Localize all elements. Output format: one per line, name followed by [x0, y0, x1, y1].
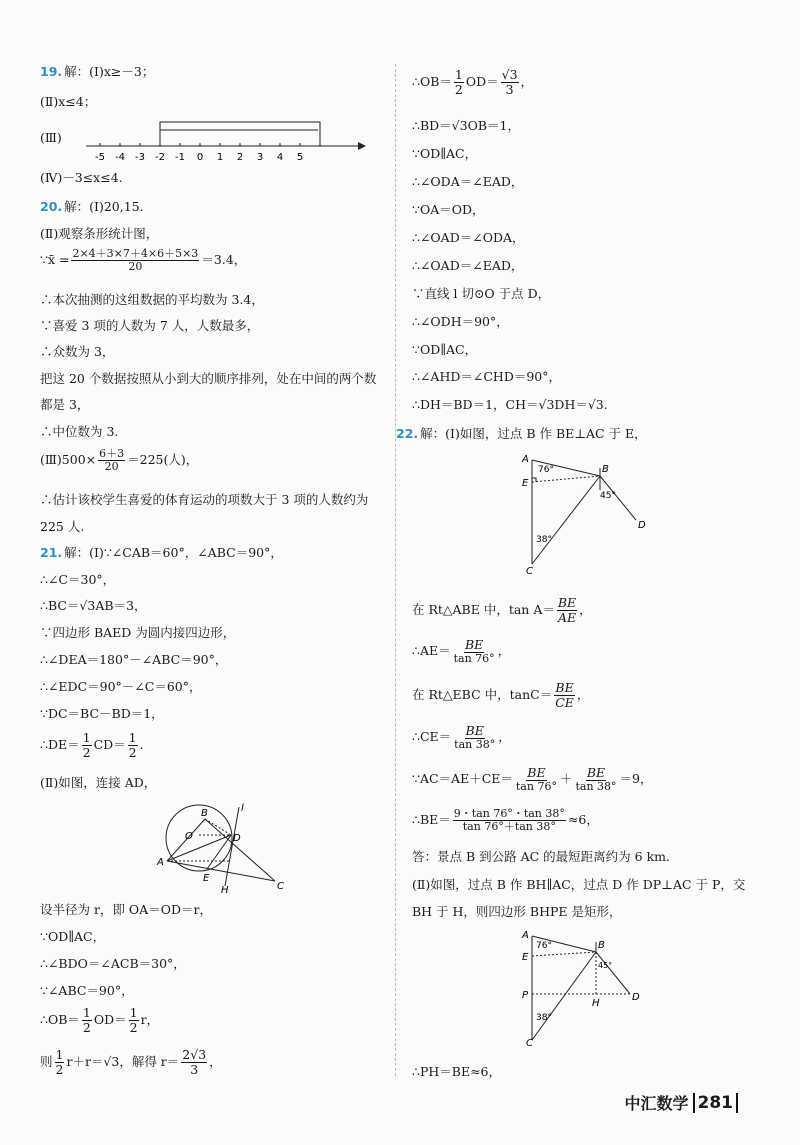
fraction-numerator: 1: [454, 67, 463, 82]
number-line-figure: [80, 116, 370, 164]
number-line-tick-label: -4: [115, 152, 125, 163]
label-E: E: [522, 952, 529, 963]
number-line-tick-label: 0: [196, 152, 204, 163]
fraction-numerator: BE: [586, 765, 606, 780]
label-P: P: [522, 990, 529, 1001]
label-C: C: [526, 566, 533, 575]
fraction-denominator: 3: [505, 81, 514, 97]
fraction-sqrt3-3: [501, 68, 519, 97]
brand-title: 中汇数学: [624, 1094, 689, 1113]
q21-line-6: ∴∠EDC＝90°－∠C＝60°，: [40, 679, 202, 694]
fraction: [515, 766, 558, 793]
q19-text-1: 解：(Ⅰ)x≥－3；: [64, 64, 155, 79]
text-prefix: ∴CE＝: [412, 728, 452, 744]
page-footer: [624, 1091, 738, 1114]
fraction-one-half: [55, 1048, 65, 1077]
label-B: B: [602, 464, 609, 475]
number-line-tick-label: -2: [155, 152, 165, 163]
text-prefix: ∴OB＝: [40, 1011, 80, 1027]
q21c-line-10: ∵OD∥AC，: [412, 342, 478, 357]
triangle-figure-1: [500, 450, 650, 575]
text-mid: r＋r＝√3，解得 r＝: [66, 1053, 180, 1069]
label-A: A: [157, 857, 164, 868]
q21-line-15: [40, 1048, 222, 1077]
q21-line-10: 设半径为 r，即 OA＝OD＝r，: [40, 902, 212, 917]
fraction: [98, 448, 125, 473]
q20-text-1: 解：(Ⅰ)20,15.: [64, 199, 144, 214]
q20-line-1: [40, 201, 144, 214]
label-H: H: [221, 885, 229, 896]
q22-line-9: (Ⅱ)如图，过点 B 作 BH∥AC，过点 D 作 DP⊥AC 于 P，交: [412, 877, 746, 892]
fraction-one-half: [128, 731, 138, 760]
label-D: D: [233, 833, 241, 844]
fraction-one-half: [454, 68, 464, 97]
fraction-denominator: tan 76°: [453, 651, 495, 665]
q22-line-8: 答：景点 B 到公路 AC 的最短距离约为 6 km.: [412, 849, 670, 864]
text-prefix: ∴AE＝: [412, 642, 451, 658]
q21c-line-3: ∵OD∥AC，: [412, 146, 478, 161]
mean-prefix: ∵x̄ =: [40, 252, 70, 268]
fraction-numerator: 9・tan 76°・tan 38°: [453, 807, 565, 820]
text-suffix: ≈6，: [567, 812, 599, 828]
text-suffix: ，: [498, 728, 511, 744]
q21c-line-5: ∵OA＝OD，: [412, 202, 485, 217]
fraction-numerator: BE: [465, 723, 484, 738]
q19-line-2: (Ⅱ)x≤4；: [40, 94, 97, 109]
text-prefix: ∴BE＝: [412, 812, 451, 828]
number-line-tick-label: -1: [175, 152, 185, 163]
mean-fraction: [71, 248, 199, 273]
fraction-denominator: 20: [128, 260, 143, 274]
label-B: B: [598, 940, 605, 951]
q20-line-7: 把这 20 个数据按照从小到大的顺序排列，处在中间的两个数: [40, 371, 377, 386]
label-l: l: [241, 803, 244, 814]
q22-line-2: [412, 596, 592, 625]
q20-line-4: ∴本次抽测的这组数据的平均数为 3.4，: [40, 292, 264, 307]
label-45deg: 45°: [600, 491, 616, 501]
fraction-numerator: 1: [82, 1005, 91, 1020]
q22-text-1: 解：(Ⅰ)如图，过点 B 作 BE⊥AC 于 E，: [420, 426, 647, 441]
number-line-tick-label: -3: [135, 152, 145, 163]
fraction: [574, 766, 617, 793]
q21c-line-2: ∴BD＝√3OB＝1，: [412, 118, 520, 133]
q19-line-1: [40, 66, 154, 79]
q21-line-7: ∵DC＝BC－BD＝1，: [40, 706, 164, 721]
fraction-numerator: BE: [555, 680, 574, 695]
fraction-denominator: 3: [190, 1061, 199, 1077]
question-number: 20.: [40, 199, 63, 214]
q20-line-12: 225 人.: [40, 519, 85, 534]
fraction-denominator: 2: [55, 1061, 64, 1077]
fraction-denominator: CE: [555, 694, 574, 710]
q22-line-1: [396, 428, 647, 441]
label-C: C: [526, 1038, 533, 1048]
text-suffix: ，: [497, 642, 511, 658]
fraction-numerator: 6＋3: [99, 447, 125, 460]
q21c-line-12: ∴DH＝BD＝1，CH＝√3DH＝√3.: [412, 397, 608, 412]
label-76deg: 76°: [536, 941, 552, 951]
q20-line-5: ∵喜爱 3 项的人数为 7 人，人数最多，: [40, 318, 260, 333]
text-suffix: ，: [520, 73, 534, 89]
fraction-denominator: tan 38°: [575, 779, 617, 793]
q22-line-10: BH 于 H，则四边形 BHPE 是矩形，: [412, 904, 622, 919]
fraction-r: [181, 1048, 207, 1077]
q21c-line-9: ∴∠ODH＝90°，: [412, 314, 509, 329]
text-suffix: ，: [209, 1053, 222, 1069]
q21-text-1: 解：(Ⅰ)∵∠CAB＝60°，∠ABC＝90°，: [64, 545, 283, 560]
q21-line-1: [40, 547, 283, 560]
fraction-numerator: √3: [501, 67, 518, 82]
fraction-numerator: BE: [557, 595, 577, 610]
q20-line-11: ∴估计该校学生喜爱的体育运动的项数大于 3 项的人数约为: [40, 492, 369, 507]
label-E: E: [203, 873, 210, 884]
fraction-one-half: [129, 1006, 139, 1035]
q21c-line-7: ∴∠OAD＝∠EAD，: [412, 258, 524, 273]
fraction-numerator: 2×4＋3×7＋4×6＋5×3: [72, 247, 199, 260]
q22-line-6: [412, 766, 652, 793]
text-prefix: ∵AC＝AE＋CE＝: [412, 770, 513, 786]
q21-line-13: ∵∠ABC＝90°，: [40, 983, 134, 998]
text-prefix: ∴OB＝: [412, 73, 452, 89]
q21c-line-11: ∴∠AHD＝∠CHD＝90°，: [412, 369, 561, 384]
q20-line-6: ∴众数为 3，: [40, 344, 115, 359]
text-prefix: 在 Rt△EBC 中，tanC＝: [412, 686, 553, 702]
fraction: [453, 638, 496, 665]
label-38deg: 38°: [536, 1013, 552, 1023]
text-suffix: .: [139, 736, 144, 752]
question-number: 22.: [396, 426, 419, 441]
q21c-line-4: ∴∠ODA＝∠EAD，: [412, 174, 524, 189]
q21c-line-6: ∴∠OAD＝∠ODA，: [412, 230, 525, 245]
q22-line-3: [412, 638, 510, 665]
text-prefix: (Ⅲ)500×: [40, 452, 97, 468]
label-O: O: [185, 831, 193, 842]
plus-sign: ＋: [559, 770, 573, 786]
label-D: D: [632, 992, 640, 1003]
label-B: B: [201, 808, 208, 819]
question-number: 21.: [40, 545, 63, 560]
text-prefix: 在 Rt△ABE 中，tan A＝: [412, 601, 555, 617]
label-38deg: 38°: [536, 535, 552, 545]
q19-line-3: (Ⅲ): [40, 130, 62, 145]
q22-line-7: [412, 808, 599, 833]
fraction-denominator: 2: [82, 1019, 91, 1035]
q22-line-11: ∴PH＝BE≈6，: [412, 1064, 502, 1079]
fraction-numerator: 1: [55, 1047, 64, 1062]
q21c-line-1: [412, 68, 533, 97]
fraction-denominator: tan 76°: [515, 779, 557, 793]
fraction: [453, 808, 566, 833]
fraction-denominator: 2: [128, 744, 137, 760]
text-mid: OD＝: [465, 73, 499, 89]
circle-tangent-figure: [155, 801, 295, 896]
number-line-tick-label: 5: [296, 152, 304, 163]
fraction-one-half: [82, 1006, 92, 1035]
text-suffix: ，: [579, 601, 592, 617]
label-C: C: [277, 881, 284, 892]
q20-line-8: 都是 3，: [40, 397, 90, 412]
q21-line-14: [40, 1006, 159, 1035]
q21-line-11: ∵OD∥AC，: [40, 929, 106, 944]
q21-line-4: ∵四边形 BAED 为圆内接四边形，: [40, 625, 236, 640]
q20-line-9: ∴中位数为 3.: [40, 424, 119, 439]
label-A: A: [522, 454, 529, 465]
number-line-tick-label: 1: [216, 152, 224, 163]
fraction-numerator: BE: [464, 637, 484, 652]
q21-line-3: ∴BC＝√3AB＝3，: [40, 598, 147, 613]
q19-line-4: (Ⅳ)－3≤x≤4.: [40, 170, 123, 185]
fraction-denominator: tan 76°＋tan 38°: [462, 820, 556, 834]
number-line-tick-label: 4: [276, 152, 284, 163]
text-suffix: ，: [576, 686, 590, 702]
text-prefix: ∴DE＝: [40, 736, 80, 752]
number-line-tick-label: 2: [236, 152, 244, 163]
label-A: A: [522, 930, 529, 941]
q21-line-8: [40, 731, 144, 760]
q21-line-9: (Ⅱ)如图，连接 AD，: [40, 775, 157, 790]
fraction-numerator: 1: [129, 1005, 138, 1020]
mean-suffix: ＝3.4，: [201, 252, 247, 268]
text-suffix: r，: [140, 1011, 160, 1027]
fraction-one-half: [82, 731, 92, 760]
number-line-tick-label: -5: [95, 152, 105, 163]
fraction-denominator: 20: [104, 460, 119, 474]
text-prefix: 则: [40, 1053, 53, 1069]
label-H: H: [592, 998, 600, 1009]
column-divider: [395, 64, 396, 1076]
q20-line-10: [40, 448, 198, 473]
q21-line-2: ∴∠C＝30°，: [40, 572, 116, 587]
label-76deg: 76°: [538, 465, 554, 475]
triangle-figure-2: [500, 928, 650, 1048]
label-45deg: 45°: [598, 961, 613, 970]
page-number: 281: [693, 1093, 739, 1113]
label-D: D: [638, 520, 646, 531]
q22-line-5: [412, 724, 511, 751]
number-line-tick-label: 3: [256, 152, 264, 163]
fraction-numerator: 1: [82, 730, 91, 745]
fraction-numerator: 2√3: [182, 1047, 207, 1062]
q21-line-5: ∴∠DEA＝180°－∠ABC＝90°，: [40, 652, 228, 667]
text-mid: CD＝: [93, 736, 126, 752]
fraction-numerator: 1: [128, 730, 137, 745]
q20-mean-line: [40, 248, 246, 273]
fraction-denominator: 2: [129, 1019, 138, 1035]
q22-line-4: [412, 681, 589, 710]
question-number: 19.: [40, 64, 63, 79]
fraction: [554, 681, 575, 710]
fraction-denominator: 2: [82, 744, 91, 760]
fraction: [453, 724, 496, 751]
q21-line-12: ∴∠BDO＝∠ACB＝30°，: [40, 956, 186, 971]
q21c-line-8: ∵直线 l 切⊙O 于点 D，: [412, 286, 551, 301]
fraction-denominator: AE: [557, 609, 577, 625]
label-E: E: [522, 478, 529, 489]
text-suffix: ＝225(人)，: [127, 452, 199, 468]
fraction-denominator: 2: [454, 81, 463, 97]
fraction: [557, 596, 577, 625]
text-mid: OD＝: [93, 1011, 127, 1027]
fraction-denominator: tan 38°: [454, 737, 496, 751]
fraction-numerator: BE: [527, 765, 546, 780]
q20-line-2: (Ⅱ)观察条形统计图，: [40, 226, 159, 241]
text-suffix: ＝9，: [619, 770, 653, 786]
